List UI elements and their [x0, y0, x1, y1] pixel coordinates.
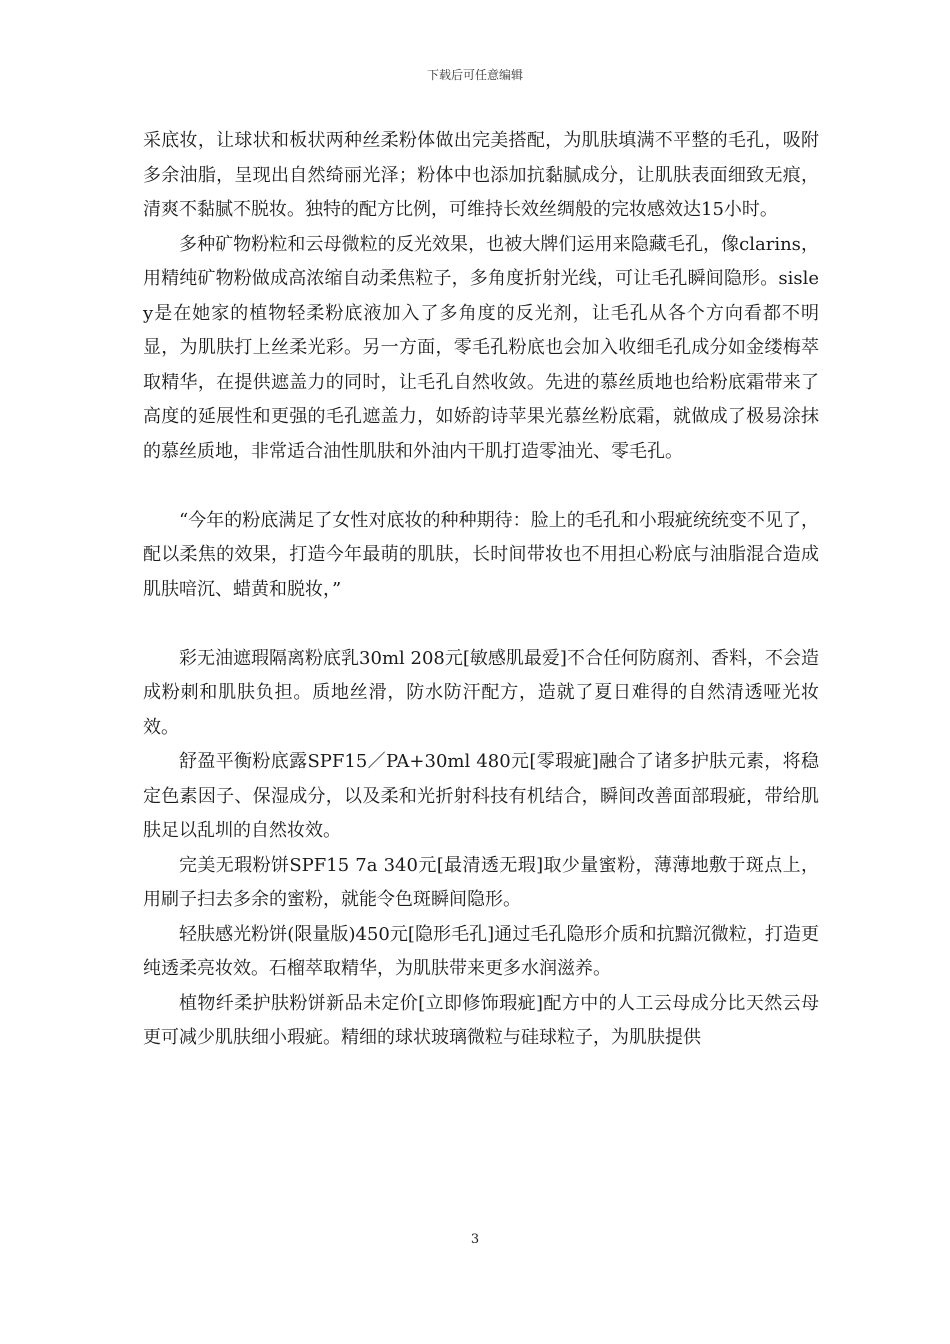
document-body	[143, 124, 819, 1056]
blank-line	[143, 469, 819, 504]
paragraph-product-2: 舒盈平衡粉底露SPF15／PA+30ml 480元[零瑕疵]融合了诸多护肤元素，将稳定色素因子、保湿成分，以及柔和光折射科技有机结合，瞬间改善面部瑕疵，带给肌肤足以乱圳的自然妆效。	[143, 751, 819, 841]
paragraph-product-5: 植物纤柔护肤粉饼新品未定价[立即修饰瑕疵]配方中的人工云母成分比天然云母更可减少肌肤细小瑕疵。精细的球状玻璃微粒与硅球粒子，为肌肤提供	[143, 992, 819, 1048]
blank-line	[143, 607, 819, 642]
page-header: 下载后可任意编辑	[426, 68, 523, 82]
paragraph-quote: “今年的粉底满足了女性对底妆的种种期待：脸上的毛孔和小瑕疵统统变不见了，配以柔焦的效果，打造今年最萌的肌肤，长时间带妆也不用担心粉底与油脂混合造成肌肤喑沉、蜡黄和脱妆，”	[143, 509, 819, 600]
paragraph-mineral-powder: 多种矿物粉粒和云母微粒的反光效果，也被大牌们运用来隐藏毛孔，像clarins，用精纯矿物粉做成高浓缩自动柔焦粒子，多角度折射光线，可让毛孔瞬间隐形。sisley是在她家的植物轻柔粉底液加入了多角度的反光剂，让毛孔从各个方向看都不明显，为肌肤打上丝柔光彩。另一方面，零毛孔粉底也会加入收细毛孔成分如金缕梅萃取精华，在提供遮盖力的同时，让毛孔自然收敛。先进的慕丝质地也给粉底霜带来了高度的延展性和更强的毛孔遮盖力，如娇韵诗苹果光慕丝粉底霜，就做成了极易涂抹的慕丝质地，非常适合油性肌肤和外油内干肌打造零油光、零毛孔。	[143, 233, 819, 462]
paragraph-base-makeup-continuation: 采底妆，让球状和板状两种丝柔粉体做出完美搭配，为肌肤填满不平整的毛孔，吸附多余油脂，呈现出自然绮丽光泽；粉体中也添加抗黏腻成分，让肌肤表面细致无痕，清爽不黏腻不脱妆。独特的配方比例，可维持长效丝绸般的完妆感效达15小时。	[143, 130, 819, 220]
paragraph-product-3: 完美无瑕粉饼SPF15 7a 340元[最清透无瑕]取少量蜜粉，薄薄地敷于斑点上，用刷子扫去多余的蜜粉，就能令色斑瞬间隐形。	[143, 854, 819, 910]
paragraph-product-4: 轻肤感光粉饼(限量版)450元[隐形毛孔]通过毛孔隐形介质和抗黯沉微粒，打造更纯透柔亮妆效。石榴萃取精华，为肌肤带来更多水润滋养。	[143, 923, 819, 979]
page-number: 3	[470, 1232, 480, 1247]
paragraph-product-1: 彩无油遮瑕隔离粉底乳30ml 208元[敏感肌最爱]不合任何防腐剂、香料，不会造成粉刺和肌肤负担。质地丝滑，防水防汗配方，造就了夏日难得的自然清透哑光妆效。	[143, 647, 819, 738]
